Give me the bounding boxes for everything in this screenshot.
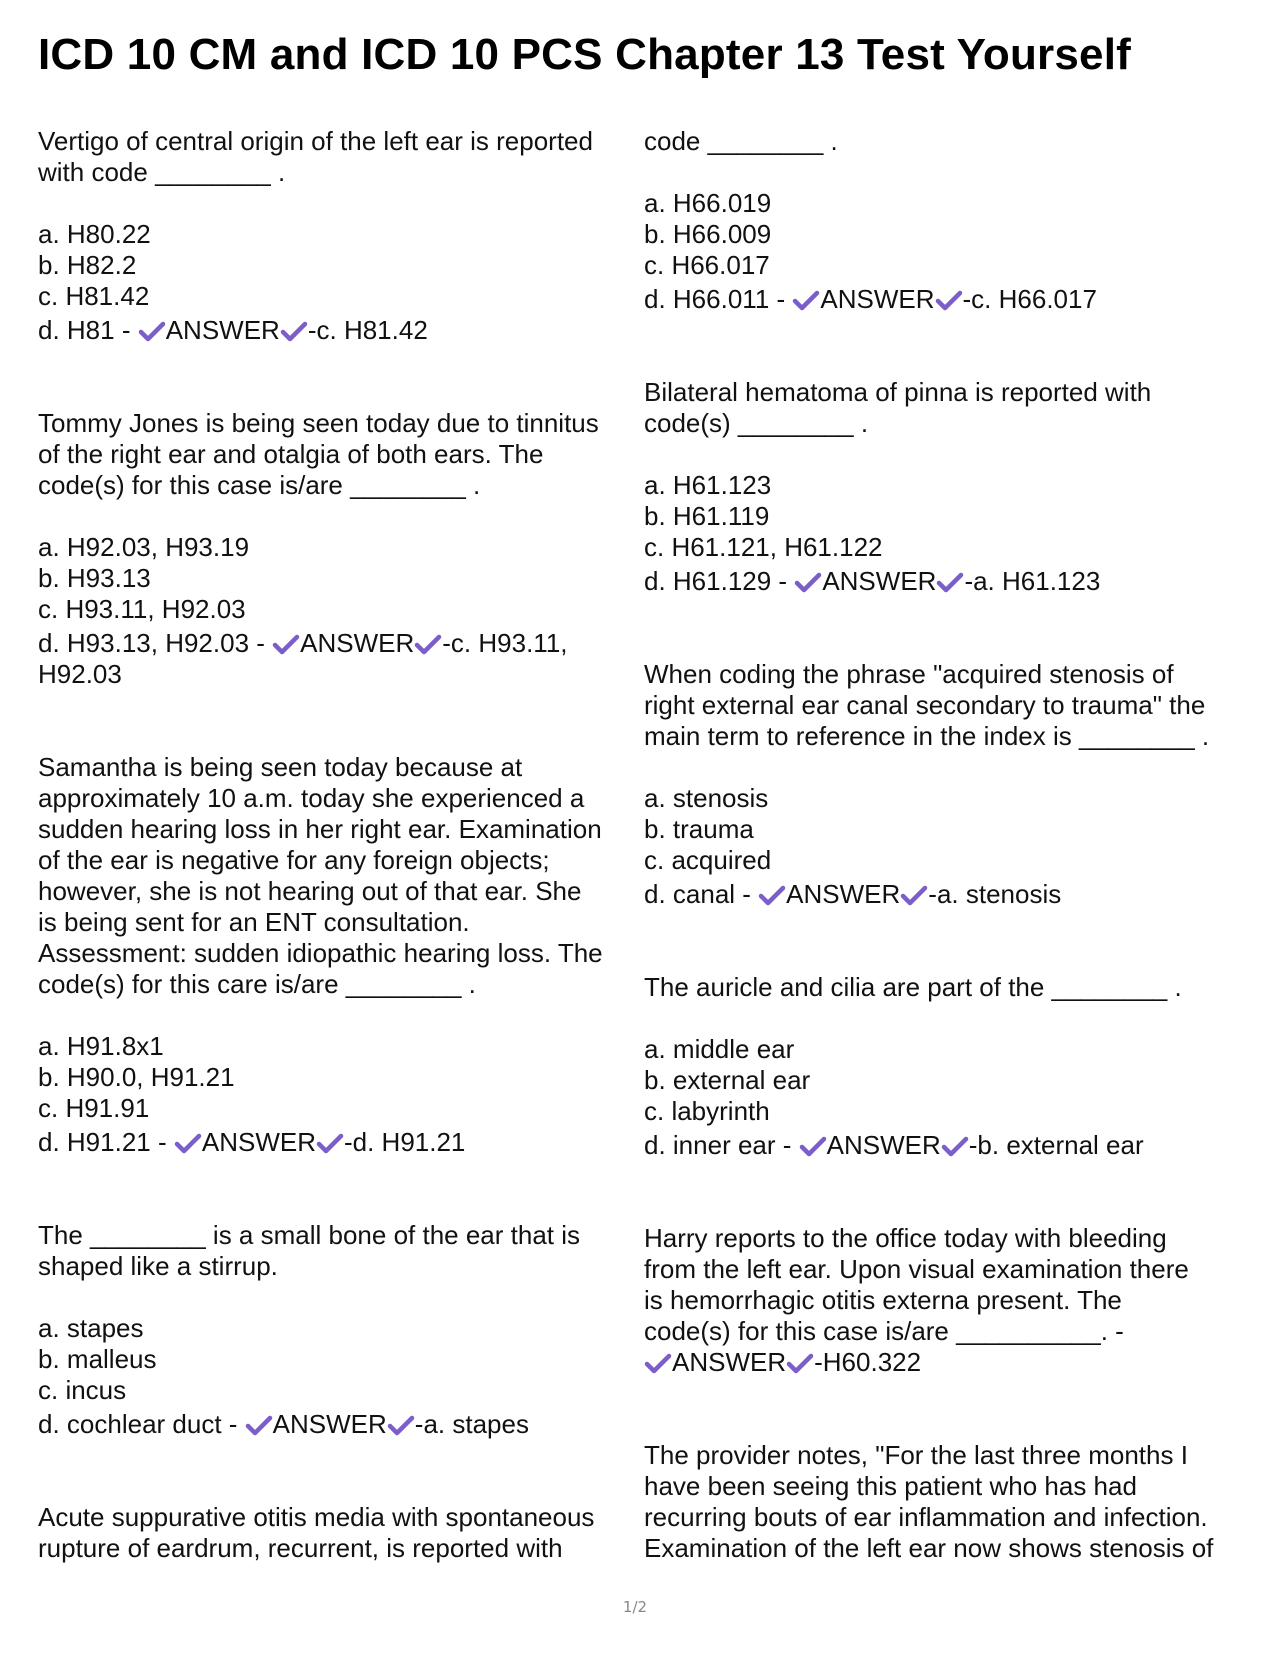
option-b: b. H90.0, H91.21 <box>38 1062 235 1092</box>
question-text: When coding the phrase "acquired stenosis of right external ear canal secondary to trauma" the main term to reference in the index is ________ . <box>644 659 1210 751</box>
question-block <box>644 972 1244 1161</box>
question-block <box>38 408 638 690</box>
option-list <box>644 470 1244 597</box>
option-list <box>38 1313 638 1440</box>
checkmark-icon <box>174 1132 202 1154</box>
option-a: a. H80.22 <box>38 219 151 249</box>
checkmark-icon <box>935 289 963 311</box>
option-d-answer <box>644 1130 1244 1161</box>
option-list <box>38 219 638 346</box>
option-d-answer <box>644 284 1244 315</box>
option-list <box>644 188 1244 315</box>
question-text: Harry reports to the office today with bleeding from the left ear. Upon visual examination there is hemorrhagic otitis externa present. The code(s) for this case is/are __________. - <box>644 1223 1189 1346</box>
checkmark-icon <box>272 633 300 655</box>
answer-value-continued: H92.03 <box>38 659 122 689</box>
option-c: c. H91.91 <box>38 1093 150 1123</box>
page-title: ICD 10 CM and ICD 10 PCS Chapter 13 Test Yourself <box>38 30 1131 79</box>
option-d: d. canal - <box>644 879 759 909</box>
option-a: a. H61.123 <box>644 470 772 500</box>
option-b: b. H93.13 <box>38 563 151 593</box>
option-list <box>644 783 1244 910</box>
question-text: The auricle and cilia are part of the ________ . <box>644 972 1182 1002</box>
checkmark-icon <box>799 1135 827 1157</box>
option-b: b. trauma <box>644 814 754 844</box>
checkmark-icon <box>936 571 964 593</box>
option-d-answer <box>38 315 638 346</box>
option-b: b. H66.009 <box>644 219 772 249</box>
answer-label: ANSWER <box>165 315 280 345</box>
question-block <box>644 1223 1244 1378</box>
checkmark-icon <box>786 1352 814 1374</box>
question-block <box>38 752 638 1158</box>
checkmark-icon <box>414 633 442 655</box>
checkmark-icon <box>644 1352 672 1374</box>
option-list <box>38 1031 638 1158</box>
question-block <box>38 1502 638 1564</box>
answer-value: -b. external ear <box>968 1130 1144 1160</box>
option-c: c. H81.42 <box>38 281 150 311</box>
checkmark-icon <box>280 320 308 342</box>
question-block <box>644 377 1244 597</box>
option-d: d. inner ear - <box>644 1130 799 1160</box>
left-column <box>38 126 638 1564</box>
answer-label: ANSWER <box>272 1409 387 1439</box>
option-a: a. H92.03, H93.19 <box>38 532 250 562</box>
answer-value: -d. H91.21 <box>343 1127 466 1157</box>
answer-value: -a. H61.123 <box>964 566 1101 596</box>
question-text: The ________ is a small bone of the ear that is shaped like a stirrup. <box>38 1220 581 1281</box>
option-a: a. stapes <box>38 1313 144 1343</box>
answer-label: ANSWER <box>201 1127 316 1157</box>
option-b: b. H82.2 <box>38 250 137 280</box>
question-text: code ________ . <box>644 126 838 156</box>
option-a: a. stenosis <box>644 783 769 813</box>
option-d-answer <box>38 1127 638 1158</box>
answer-label: ANSWER <box>786 879 901 909</box>
option-d-answer <box>644 566 1244 597</box>
answer-line <box>644 1347 1244 1378</box>
checkmark-icon <box>316 1132 344 1154</box>
option-b: b. malleus <box>38 1344 157 1374</box>
answer-label: ANSWER <box>820 284 935 314</box>
question-block <box>644 1440 1244 1564</box>
checkmark-icon <box>941 1135 969 1157</box>
question-text: Samantha is being seen today because at approximately 10 a.m. today she experienced a sudden hearing loss in her right ear. Examination of the ear is negative for any foreign objects; however, she is not hearing out of that ear. She is being sent for an ENT consultation. Assessment: sudden idiopathic hearing loss. The code(s) for this care is/are ________ . <box>38 752 603 999</box>
answer-value: -c. H66.017 <box>962 284 1097 314</box>
option-c: c. labyrinth <box>644 1096 770 1126</box>
option-d: d. H91.21 - <box>38 1127 174 1157</box>
answer-value: -a. stenosis <box>928 879 1062 909</box>
checkmark-icon <box>245 1414 273 1436</box>
checkmark-icon <box>792 289 820 311</box>
checkmark-icon <box>387 1414 415 1436</box>
option-d-answer <box>644 879 1244 910</box>
option-d-answer <box>38 1409 638 1440</box>
question-text: Acute suppurative otitis media with spontaneous rupture of eardrum, recurrent, is reported with <box>38 1502 595 1563</box>
answer-label: ANSWER <box>672 1347 787 1377</box>
question-text: The provider notes, "For the last three months I have been seeing this patient who has had recurring bouts of ear inflammation and infection. Examination of the left ear now shows stenosis of <box>644 1440 1214 1563</box>
option-c: c. acquired <box>644 845 772 875</box>
question-text: Bilateral hematoma of pinna is reported with code(s) ________ . <box>644 377 1152 438</box>
option-d-answer <box>38 628 638 659</box>
checkmark-icon <box>900 884 928 906</box>
question-text: Tommy Jones is being seen today due to tinnitus of the right ear and otalgia of both ears. The code(s) for this case is/are ________ . <box>38 408 599 500</box>
option-d: d. H66.011 - <box>644 284 793 314</box>
option-list <box>644 1034 1244 1161</box>
option-d: d. H93.13, H92.03 - <box>38 628 273 658</box>
question-block <box>38 1220 638 1440</box>
option-a: a. H91.8x1 <box>38 1031 164 1061</box>
answer-value: -c. H81.42 <box>307 315 428 345</box>
answer-label: ANSWER <box>300 628 415 658</box>
option-d: d. H81 - <box>38 315 138 345</box>
question-block <box>644 659 1244 910</box>
checkmark-icon <box>794 571 822 593</box>
answer-value: -c. H93.11, <box>442 628 568 658</box>
checkmark-icon <box>138 320 166 342</box>
answer-value: -a. stapes <box>414 1409 529 1439</box>
checkmark-icon <box>758 884 786 906</box>
option-d: d. cochlear duct - <box>38 1409 245 1439</box>
right-column <box>644 126 1244 1564</box>
option-a: a. H66.019 <box>644 188 772 218</box>
option-list <box>38 532 638 690</box>
question-block <box>644 126 1244 315</box>
question-text: Vertigo of central origin of the left ear is reported with code ________ . <box>38 126 593 187</box>
question-block <box>38 126 638 346</box>
option-b: b. external ear <box>644 1065 811 1095</box>
option-b: b. H61.119 <box>644 501 770 531</box>
page-number: 1/2 <box>622 1598 648 1616</box>
option-a: a. middle ear <box>644 1034 795 1064</box>
option-c: c. H66.017 <box>644 250 770 280</box>
answer-value: -H60.322 <box>814 1347 922 1377</box>
option-c: c. H61.121, H61.122 <box>644 532 883 562</box>
option-d: d. H61.129 - <box>644 566 795 596</box>
answer-label: ANSWER <box>826 1130 941 1160</box>
option-c: c. incus <box>38 1375 127 1405</box>
option-c: c. H93.11, H92.03 <box>38 594 246 624</box>
answer-label: ANSWER <box>822 566 937 596</box>
